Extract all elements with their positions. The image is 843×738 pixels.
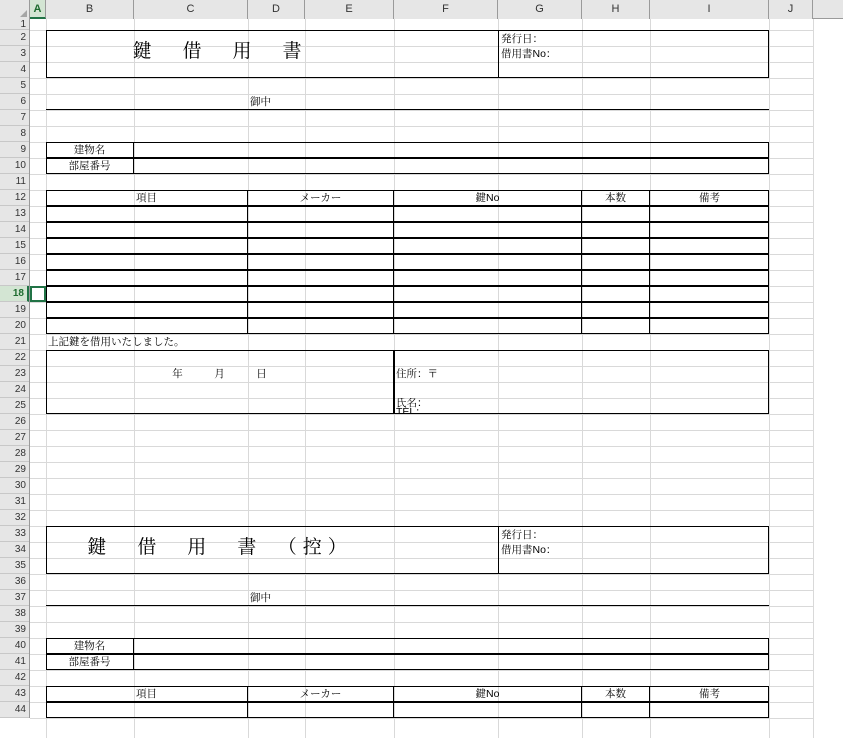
form1-th-count[interactable]: 本数 (582, 190, 650, 206)
row-header-32[interactable]: 32 (0, 510, 29, 526)
form1-cell-count[interactable] (582, 206, 650, 222)
column-header-G[interactable]: G (498, 0, 582, 19)
row-header-29[interactable]: 29 (0, 462, 29, 478)
form1-statement[interactable]: 上記鍵を借用いたしました。 (48, 336, 185, 348)
form2-building-row[interactable] (46, 638, 769, 654)
form1-cell-item[interactable] (46, 286, 248, 302)
form1-cell-maker[interactable] (248, 270, 394, 286)
gridline-horizontal (30, 510, 813, 511)
form1-date-line[interactable]: 年 月 日 (172, 368, 267, 380)
form1-room-row[interactable] (46, 158, 769, 174)
form2-th-item[interactable]: 項目 (46, 686, 248, 702)
select-all-icon (20, 10, 27, 17)
column-header-strip (0, 0, 843, 19)
form1-building-label[interactable]: 建物名 (46, 142, 134, 158)
form1-cell-maker[interactable] (248, 206, 394, 222)
form2-building-label[interactable]: 建物名 (46, 638, 134, 654)
row-header-35[interactable]: 35 (0, 558, 29, 574)
column-header-J[interactable]: J (769, 0, 813, 19)
gridline-horizontal (30, 414, 813, 415)
gridline-horizontal (30, 574, 813, 575)
row-header-6[interactable]: 6 (0, 94, 29, 110)
form2-room-row[interactable] (46, 654, 769, 670)
form1-header-right-filler[interactable] (498, 62, 769, 78)
row-header-12[interactable]: 12 (0, 190, 29, 206)
form1-cell-item[interactable] (46, 238, 248, 254)
gridline-horizontal (30, 494, 813, 495)
gridline-horizontal (30, 606, 813, 607)
form2-th-count[interactable]: 本数 (582, 686, 650, 702)
row-header-11[interactable]: 11 (0, 174, 29, 190)
form1-cell-maker[interactable] (248, 238, 394, 254)
form1-th-remarks[interactable]: 備考 (699, 192, 720, 204)
form2-onchu[interactable]: 御中 (250, 592, 271, 604)
form2-loan-no-label[interactable]: 借用書No： (498, 542, 769, 558)
row-header-10[interactable]: 10 (0, 158, 29, 174)
column-header-B[interactable]: B (46, 0, 134, 19)
form2-cell-keyno[interactable] (394, 702, 582, 718)
form1-date-box[interactable] (46, 350, 394, 414)
row-header-33[interactable]: 33 (0, 526, 29, 542)
row-header-17[interactable]: 17 (0, 270, 29, 286)
row-header-22[interactable]: 22 (0, 350, 29, 366)
form1-cell-keyno[interactable] (394, 302, 582, 318)
form1-name-label[interactable]: 氏名： (396, 398, 428, 409)
gridline-horizontal (30, 110, 813, 111)
column-header-D[interactable]: D (248, 0, 305, 19)
form2-title[interactable]: 鍵 借 用 書 （控） (87, 537, 353, 558)
column-header-I[interactable]: I (650, 0, 769, 19)
form1-cell-maker[interactable] (248, 318, 394, 334)
form2-issue-date-label[interactable]: 発行日： (498, 526, 769, 542)
row-header-15[interactable]: 15 (0, 238, 29, 254)
row-header-44[interactable]: 44 (0, 702, 29, 718)
form1-th-maker[interactable]: メーカー (248, 190, 394, 206)
form1-cell-count[interactable] (582, 302, 650, 318)
form1-cell-keyno[interactable] (394, 222, 582, 238)
row-header-2[interactable]: 2 (0, 30, 29, 46)
row-header-16[interactable]: 16 (0, 254, 29, 270)
form1-cell-maker[interactable] (248, 222, 394, 238)
gridline-horizontal (30, 446, 813, 447)
row-header-20[interactable]: 20 (0, 318, 29, 334)
form2-addressee-line[interactable] (46, 590, 769, 606)
form1-addressee-line[interactable] (46, 94, 769, 110)
form1-cell-keyno[interactable] (394, 318, 582, 334)
row-header-19[interactable]: 19 (0, 302, 29, 318)
form1-title[interactable]: 鍵 借 用 書 (132, 41, 308, 62)
row-header-43[interactable]: 43 (0, 686, 29, 702)
form1-cell-count[interactable] (582, 238, 650, 254)
form1-th-keyno[interactable]: 鍵No (394, 190, 582, 206)
row-header-4[interactable]: 4 (0, 62, 29, 78)
gridline-horizontal (30, 462, 813, 463)
gridline-horizontal (30, 430, 813, 431)
row-header-18[interactable]: 18 (0, 286, 29, 302)
form1-cell-keyno[interactable] (394, 254, 582, 270)
form1-cell-item[interactable] (46, 318, 248, 334)
gridline-horizontal (30, 126, 813, 127)
column-header-A[interactable]: A (30, 0, 46, 19)
gridline-horizontal (30, 478, 813, 479)
form2-cell-maker[interactable] (248, 702, 394, 718)
form2-header-right-filler[interactable] (498, 558, 769, 574)
form1-cell-count[interactable] (582, 254, 650, 270)
gridline-vertical (769, 19, 770, 738)
form1-cell-maker[interactable] (248, 254, 394, 270)
row-header-42[interactable]: 42 (0, 670, 29, 686)
form1-cell-item[interactable] (46, 270, 248, 286)
form1-cell-maker[interactable] (248, 286, 394, 302)
row-header-7[interactable]: 7 (0, 110, 29, 126)
form1-building-row[interactable] (46, 142, 769, 158)
row-header-5[interactable]: 5 (0, 78, 29, 94)
form1-cell-keyno[interactable] (394, 286, 582, 302)
form1-cell-item[interactable] (46, 206, 248, 222)
row-header-34[interactable]: 34 (0, 542, 29, 558)
form1-issue-date-label[interactable]: 発行日： (498, 30, 769, 46)
form1-cell-item[interactable] (46, 302, 248, 318)
active-cell-selection (30, 286, 46, 302)
gridline-horizontal (30, 718, 813, 719)
row-header-37[interactable]: 37 (0, 590, 29, 606)
sheet-grid[interactable] (30, 19, 843, 738)
form1-onchu[interactable]: 御中 (250, 96, 271, 108)
form1-cell-keyno[interactable] (394, 238, 582, 254)
form1-cell-keyno[interactable] (394, 270, 582, 286)
row-header-30[interactable]: 30 (0, 478, 29, 494)
select-all-corner[interactable] (0, 0, 30, 19)
row-header-23[interactable]: 23 (0, 366, 29, 382)
row-header-41[interactable]: 41 (0, 654, 29, 670)
form1-cell-keyno[interactable] (394, 206, 582, 222)
gridline-horizontal (30, 78, 813, 79)
column-header-H[interactable]: H (582, 0, 650, 19)
form1-cell-maker[interactable] (248, 302, 394, 318)
row-header-31[interactable]: 31 (0, 494, 29, 510)
column-header-E[interactable]: E (305, 0, 394, 19)
row-header-39[interactable]: 39 (0, 622, 29, 638)
form1-cell-item[interactable] (46, 222, 248, 238)
gridline-horizontal (30, 622, 813, 623)
form1-cell-count[interactable] (582, 286, 650, 302)
form1-loan-no-label[interactable]: 借用書No： (498, 46, 769, 62)
form1-cell-item[interactable] (46, 254, 248, 270)
form1-cell-count[interactable] (582, 318, 650, 334)
row-header-14[interactable]: 14 (0, 222, 29, 238)
form1-cell-count[interactable] (582, 270, 650, 286)
gridline-horizontal (30, 174, 813, 175)
form1-address-label[interactable]: 住所：〒 (396, 368, 438, 380)
row-header-24[interactable]: 24 (0, 382, 29, 398)
form2-th-maker[interactable]: メーカー (248, 686, 394, 702)
row-header-28[interactable]: 28 (0, 446, 29, 462)
row-header-8[interactable]: 8 (0, 126, 29, 142)
form2-cell-item[interactable] (46, 702, 248, 718)
row-header-40[interactable]: 40 (0, 638, 29, 654)
row-header-1[interactable]: 1 (0, 19, 29, 30)
row-header-25[interactable]: 25 (0, 398, 29, 414)
row-header-9[interactable]: 9 (0, 142, 29, 158)
gridline-vertical (813, 19, 814, 738)
column-header-C[interactable]: C (134, 0, 248, 19)
form2-th-remarks[interactable]: 備考 (699, 688, 720, 700)
row-header-38[interactable]: 38 (0, 606, 29, 622)
column-header-F[interactable]: F (394, 0, 498, 19)
row-header-21[interactable]: 21 (0, 334, 29, 350)
gridline-horizontal (30, 670, 813, 671)
form1-th-item[interactable]: 項目 (46, 190, 248, 206)
form2-th-keyno[interactable]: 鍵No (394, 686, 582, 702)
row-header-26[interactable]: 26 (0, 414, 29, 430)
row-header-3[interactable]: 3 (0, 46, 29, 62)
form1-tel-label[interactable]: TEL： (396, 406, 426, 414)
row-header-strip (0, 19, 30, 718)
row-header-13[interactable]: 13 (0, 206, 29, 222)
form2-cell-count[interactable] (582, 702, 650, 718)
form1-cell-count[interactable] (582, 222, 650, 238)
row-header-36[interactable]: 36 (0, 574, 29, 590)
row-header-27[interactable]: 27 (0, 430, 29, 446)
form2-room-label[interactable]: 部屋番号 (46, 654, 134, 670)
form1-room-label[interactable]: 部屋番号 (46, 158, 134, 174)
